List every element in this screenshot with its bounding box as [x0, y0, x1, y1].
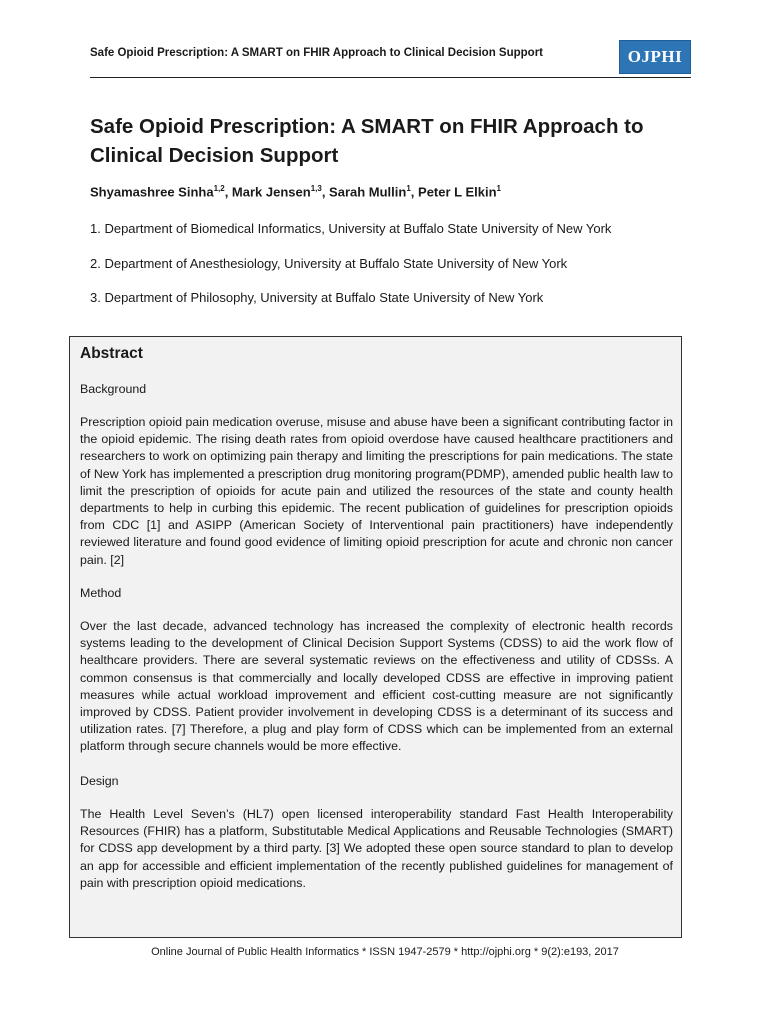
abstract-box [69, 336, 682, 938]
running-header-title: Safe Opioid Prescription: A SMART on FHIR Approach to Clinical Decision Support [90, 47, 543, 59]
author-affiliation-marker: 1,2 [213, 184, 225, 193]
author-name: Sarah Mullin [329, 184, 407, 200]
background-paragraph: Prescription opioid pain medication overuse, misuse and abuse have been a significant contributing factor in the opioid epidemic. The rising death rates from opioid overdose have caused healthcare practitioners and researchers to work on optimizing pain therapy and limiting the prescriptions for pain medications. The state of New York has implemented a prescription drug monitoring program(PDMP), amended public health law to limit the prescription of opioids for acute pain and utilized the resources of the state and county health departments to help in curbing this epidemic. The recent publication of guidelines for prescription opioids from CDC [1] and ASIPP (American Society of Interventional pain practitioners) have independently reviewed literature and found good evidence of limiting opioid prescription for acute and chronic non cancer pain. [2] [80, 415, 673, 567]
affiliation-3: 3. Department of Philosophy, University at Buffalo State University of New York [90, 290, 544, 305]
author-name: Mark Jensen [231, 184, 311, 200]
abstract-heading: Abstract [80, 345, 143, 362]
author-affiliation-marker: 1 [406, 184, 411, 193]
author-list [90, 184, 501, 199]
affiliation-1: 1. Department of Biomedical Informatics, University at Buffalo State University of New York [90, 221, 612, 236]
method-paragraph: Over the last decade, advanced technology has increased the complexity of electronic health records systems leading to the development of Clinical Decision Support Systems (CDSS) to aid the work flow of healthcare providers. There are several systematic reviews on the effectiveness and utility of CDSSs. A common consensus is that commercially and locally developed CDSS are effective in improving patient measures while actual workload improvement and efficient cost-cutting measure are not significantly improved by CDSS. Patient provider involvement in developing CDSS is a determinant of its success and utilization rates. [7] Therefore, a plug and play form of CDSS which can be implemented from an external platform through secure channels would be more effective. [80, 619, 673, 754]
article-title: Safe Opioid Prescription: A SMART on FHIR Approach to Clinical Decision Support [90, 115, 644, 167]
method-label: Method [80, 586, 122, 600]
author-affiliation-marker: 1,3 [310, 184, 322, 193]
author-name: Shyamashree Sinha [90, 184, 214, 200]
author-separator: , [321, 184, 330, 200]
footer-citation: Online Journal of Public Health Informatics * ISSN 1947-2579 * http://ojphi.org * 9(2):e193, 2017 [151, 946, 619, 958]
author-affiliation-marker: 1 [496, 184, 501, 193]
journal-logo: OJPHI [619, 40, 691, 74]
background-label: Background [80, 382, 147, 396]
author-name: Peter L Elkin [418, 184, 497, 200]
design-paragraph: The Health Level Seven’s (HL7) open licensed interoperability standard Fast Health Interoperability Resources (FHIR) has a platform, Substitutable Medical Applications and Reusable Technologies (SMART) for CDSS app development by a third party. [3] We adopted these open source standard to plan to develop an app for accessible and efficient implementation of the recently published guidelines for management of pain with prescription opioid medications. [80, 807, 673, 890]
author-separator: , [410, 184, 419, 200]
design-label: Design [80, 774, 119, 788]
author-separator: , [224, 184, 232, 200]
header-divider [90, 77, 691, 78]
affiliation-2: 2. Department of Anesthesiology, University at Buffalo State University of New York [90, 256, 568, 271]
